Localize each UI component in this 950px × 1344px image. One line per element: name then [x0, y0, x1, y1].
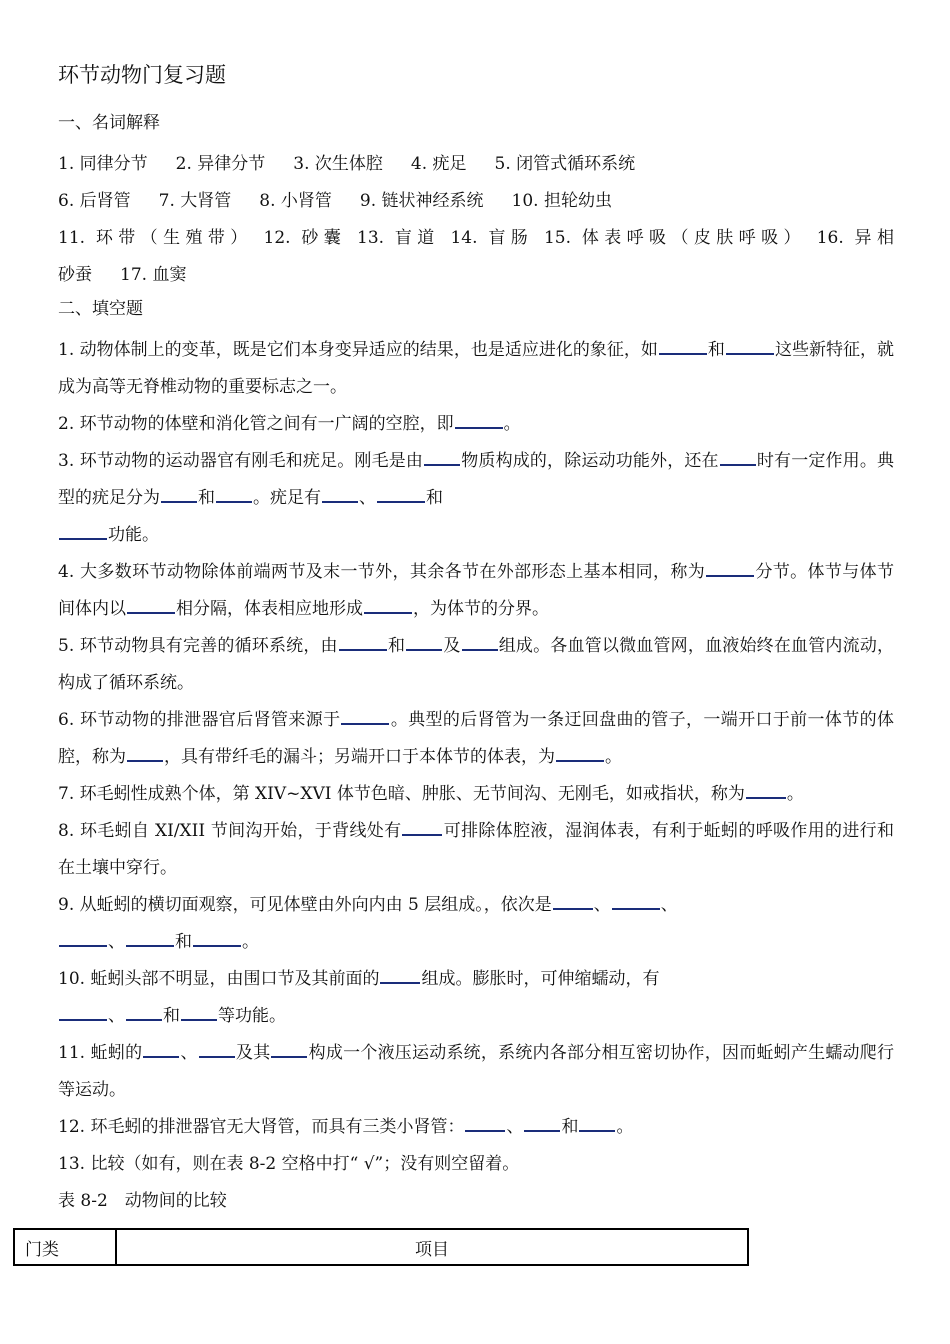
question-12: 12. 环毛蚓的排泄器官无大肾管，而具有三类小肾管： 、 和 。	[58, 1109, 894, 1146]
table-header-row	[14, 1229, 748, 1265]
answer-blank[interactable]	[364, 594, 412, 614]
answer-blank[interactable]	[579, 1112, 615, 1132]
table-header-cell: 项目	[116, 1229, 748, 1265]
answer-blank[interactable]	[726, 335, 774, 355]
comparison-table	[13, 1228, 749, 1266]
term: 13. 盲道	[357, 228, 440, 248]
table-caption: 表 8-2 动物间的比较	[58, 1191, 227, 1211]
answer-blank[interactable]	[271, 1038, 307, 1058]
answer-blank[interactable]	[181, 1001, 217, 1021]
terms-line	[58, 257, 894, 294]
answer-blank[interactable]	[465, 1112, 505, 1132]
answer-blank[interactable]	[524, 1112, 560, 1132]
term: 8. 小肾管	[259, 191, 332, 211]
term: 9. 链状神经系统	[359, 191, 484, 211]
answer-blank[interactable]	[161, 483, 197, 503]
document-page	[58, 60, 894, 1217]
section-heading-terms: 一、名词解释	[58, 113, 160, 133]
term: 1. 同律分节	[58, 154, 148, 174]
term: 7. 大肾管	[158, 191, 232, 211]
term: 15. 体表呼吸（皮肤呼吸）	[543, 228, 806, 248]
answer-blank[interactable]	[341, 705, 389, 725]
answer-blank[interactable]	[612, 890, 660, 910]
answer-blank[interactable]	[553, 890, 593, 910]
answer-blank[interactable]	[199, 1038, 235, 1058]
term: 砂蚕	[58, 265, 92, 285]
page-title: 环节动物门复习题	[58, 63, 226, 87]
term: 5. 闭管式循环系统	[494, 154, 636, 174]
answer-blank[interactable]	[339, 631, 387, 651]
answer-blank[interactable]	[746, 779, 786, 799]
answer-blank[interactable]	[380, 964, 420, 984]
term: 2. 异律分节	[175, 154, 266, 174]
answer-blank[interactable]	[462, 631, 498, 651]
question-9: 9. 从蚯蚓的横切面观察，可见体壁由外向内由 5 层组成。，依次是 、 、 、 和 。	[58, 887, 894, 961]
section-heading-fill-in: 二、填空题	[58, 299, 143, 319]
table-header-cell: 门类	[14, 1229, 116, 1265]
answer-blank[interactable]	[406, 631, 442, 651]
question-7: 7. 环毛蚓性成熟个体，第 XIV~XVI 体节色暗、肿胀、无节间沟、无刚毛，如戒指状，称为 。	[58, 776, 894, 813]
term: 16. 异相	[816, 228, 894, 248]
answer-blank[interactable]	[143, 1038, 179, 1058]
answer-blank[interactable]	[127, 742, 163, 762]
question-6: 6. 环节动物的排泄器官后肾管来源于 。典型的后肾管为一条迂回盘曲的管子，一端开口于前一体节的体腔，称为 ，具有带纤毛的漏斗；另端开口于本体节的体表，为 。	[58, 702, 894, 776]
term: 3. 次生体腔	[293, 154, 383, 174]
question-8: 8. 环毛蚓自 XI/XII 节间沟开始，于背线处有 可排除体腔液，湿润体表，有利于蚯蚓的呼吸作用的进行和在土壤中穿行。	[58, 813, 894, 887]
question-3: 3. 环节动物的运动器官有刚毛和疣足。刚毛是由 物质构成的，除运动功能外，还在 时有一定作用。典型的疣足分为 和 。疣足有 、 和 功能。	[58, 443, 894, 554]
terms-line	[58, 146, 894, 183]
answer-blank[interactable]	[720, 446, 756, 466]
terms-line	[58, 183, 894, 220]
term: 10. 担轮幼虫	[511, 191, 612, 211]
answer-blank[interactable]	[402, 816, 442, 836]
question-1: 1. 动物体制上的变革，既是它们本身变异适应的结果，也是适应进化的象征，如 和 这些新特征，就成为高等无脊椎动物的重要标志之一。	[58, 332, 894, 406]
answer-blank[interactable]	[59, 1001, 107, 1021]
terms-line	[58, 220, 894, 257]
term: 14. 盲肠	[450, 228, 534, 248]
answer-blank[interactable]	[126, 1001, 162, 1021]
question-2: 2. 环节动物的体壁和消化管之间有一广阔的空腔，即 。	[58, 406, 894, 443]
answer-blank[interactable]	[377, 483, 425, 503]
answer-blank[interactable]	[59, 520, 107, 540]
answer-blank[interactable]	[706, 557, 754, 577]
answer-blank[interactable]	[59, 927, 107, 947]
answer-blank[interactable]	[126, 927, 174, 947]
term: 12. 砂囊	[263, 228, 347, 248]
term: 6. 后肾管	[58, 191, 131, 211]
term: 11. 环带（生殖带）	[58, 228, 253, 248]
answer-blank[interactable]	[424, 446, 460, 466]
answer-blank[interactable]	[556, 742, 604, 762]
term: 4. 疣足	[410, 154, 467, 174]
question-5: 5. 环节动物具有完善的循环系统，由 和 及 组成。各血管以微血管网，血液始终在血管内流动，构成了循环系统。	[58, 628, 894, 702]
answer-blank[interactable]	[216, 483, 252, 503]
answer-blank[interactable]	[455, 409, 503, 429]
answer-blank[interactable]	[193, 927, 241, 947]
answer-blank[interactable]	[659, 335, 707, 355]
term: 17. 血窦	[120, 265, 187, 285]
question-11: 11. 蚯蚓的 、 及其 构成一个液压运动系统，系统内各部分相互密切协作，因而蚯蚓产生蠕动爬行等运动。	[58, 1035, 894, 1109]
question-4: 4. 大多数环节动物除体前端两节及末一节外，其余各节在外部形态上基本相同，称为 分节。体节与体节间体内以 相分隔，体表相应地形成 ，为体节的分界。	[58, 554, 894, 628]
answer-blank[interactable]	[322, 483, 358, 503]
answer-blank[interactable]	[127, 594, 175, 614]
question-13: 13. 比较（如有，则在表 8-2 空格中打“ √”；没有则空留着。	[58, 1154, 520, 1174]
question-10: 10. 蚯蚓头部不明显，由围口节及其前面的 组成。膨胀时，可伸缩蠕动，有 、 和 等功能。	[58, 961, 894, 1035]
